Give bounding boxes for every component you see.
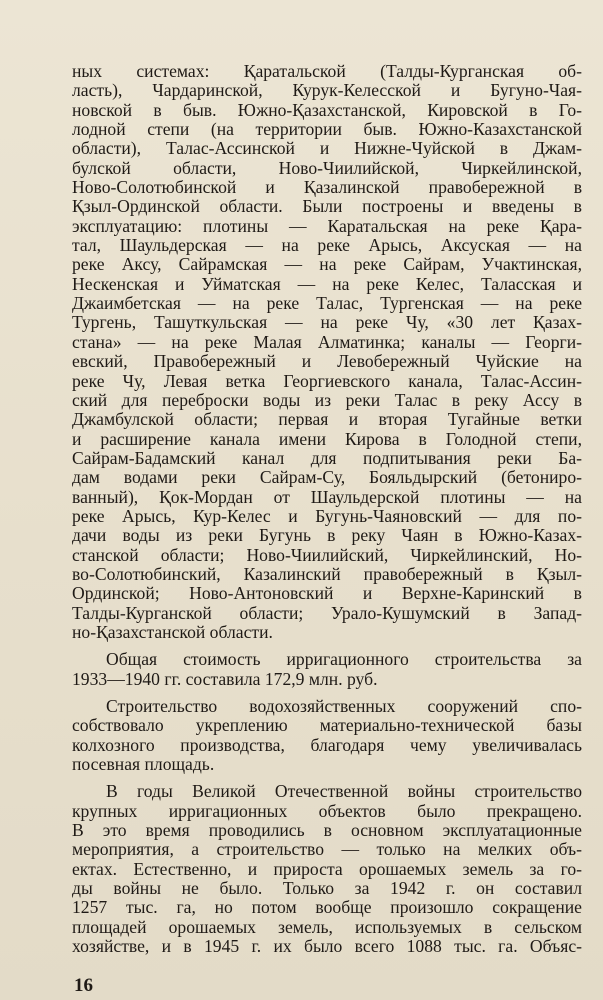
text-line: крупных ирригационных объектов было прекращено. [72,800,582,821]
text-line: хозяйстве, и в 1945 г. их было всего 1088 тыс. га. Объяс- [72,936,582,957]
text-line: новской в быв. Южно-Қазахстанской, Кировской в Го- [72,99,582,120]
paragraph [72,650,582,689]
text-line: эксплуатацию: плотины — Каратальская на реке Қара- [72,215,582,236]
text-line: колхозного производства, благодаря чему увеличивалась [72,734,582,755]
text-line: во-Солотюбинский, Казалинский правобережный в Қзыл- [72,563,582,584]
text-line: дачи воды из реки Бугунь в реку Чаян в Южно-Казах- [72,525,582,546]
text-line: лодной степи (на территории быв. Южно-Казахстанской [72,119,582,140]
text-line: дам водами реки Сайрам-Су, Бояльдырский (бетониро- [72,467,582,488]
text-line: реке Чу, Левая ветка Георгиевского канала, Талас-Ассин- [72,370,582,391]
text-line: станской области; Ново-Чиилийский, Чиркейлинский, Но- [72,544,582,565]
text-line: евский, Правобережный и Левобережный Чуйские на [72,351,582,372]
text-line: площадей орошаемых земель, используемых в сельском [72,916,582,937]
text-line: ектах. Естественно, и прироста орошаемых земель за го- [72,858,582,879]
text-line: Строительство водохозяйственных сооружений спо- [106,696,582,716]
text-line: мероприятия, а строительство — только на мелких объ- [72,839,582,860]
text-line: В годы Великой Отечественной войны строительство [106,781,582,802]
text-line: Джаимбетская — на реке Талас, Тургенская — на реке [72,293,582,314]
text-line: В это время проводились в основном эксплуатационные [72,820,582,841]
text-line: области), Талас-Ассинской и Нижне-Чуйской в Джам- [72,138,582,159]
text-line: реке Арысь, Кур-Келес и Бугунь-Чаяновский — для по- [72,505,582,526]
text-line: Ординской; Ново-Антоновский и Верхне-Каринский в [72,583,582,604]
text-line: тал, Шаульдерская — на реке Арысь, Аксуская — на [72,235,582,256]
text-line: Джамбулской области; первая и вторая Тугайные ветки [72,409,582,430]
text-line: и расширение канала имени Кирова в Голодной степи, [72,428,582,449]
text-line: но-Қазахстанской области. [72,621,273,642]
page-number: 16 [74,975,93,996]
text-line: ласть), Чардаринской, Курук-Келесской и Бугуно-Чая- [72,80,582,101]
text-line: ды войны не было. Только за 1942 г. он составил [72,878,582,899]
text-line: ванный), Қок-Мордан от Шаульдерской плотины — на [72,486,582,507]
text-line: Тургень, Ташуткульская — на реке Чу, «30 лет Қазах- [72,312,582,333]
body-text [72,62,582,956]
text-line: ных системах: Қаратальской (Талды-Курганская об- [72,61,582,81]
text-line: собствовало укреплению материально-технической базы [72,715,582,736]
text-line: стана» — на реке Малая Алматинка; каналы — Георги- [72,331,582,352]
paragraph [72,62,582,642]
text-line: Қзыл-Ординской области. Были построены и введены в [72,196,582,217]
text-line: Нескенская и Уйматская — на реке Келес, Таласская и [72,273,582,294]
text-line: ский для переброски воды из реки Талас в реку Ассу в [72,389,582,410]
text-line: булской области, Ново-Чиилийской, Чиркейлинской, [72,157,582,178]
text-line: Ново-Солотюбинской и Қазалинской правобережной в [72,177,582,198]
text-line: 1257 тыс. га, но потом вообще произошло сокращение [72,897,582,918]
paragraph [72,782,582,956]
text-line: реке Аксу, Сайрамская — на реке Сайрам, Учактинская, [72,254,582,275]
text-line: посевная площадь. [72,754,215,775]
text-line: Сайрам-Бадамский канал для подпитывания реки Ба- [72,447,582,468]
text-line: Общая стоимость ирригационного строительства за [106,649,582,670]
paragraph [72,697,582,774]
text-line: 1933—1940 гг. составила 172,9 млн. руб. [72,668,378,689]
text-line: Талды-Курганской области; Урало-Кушумский в Запад- [72,602,582,623]
